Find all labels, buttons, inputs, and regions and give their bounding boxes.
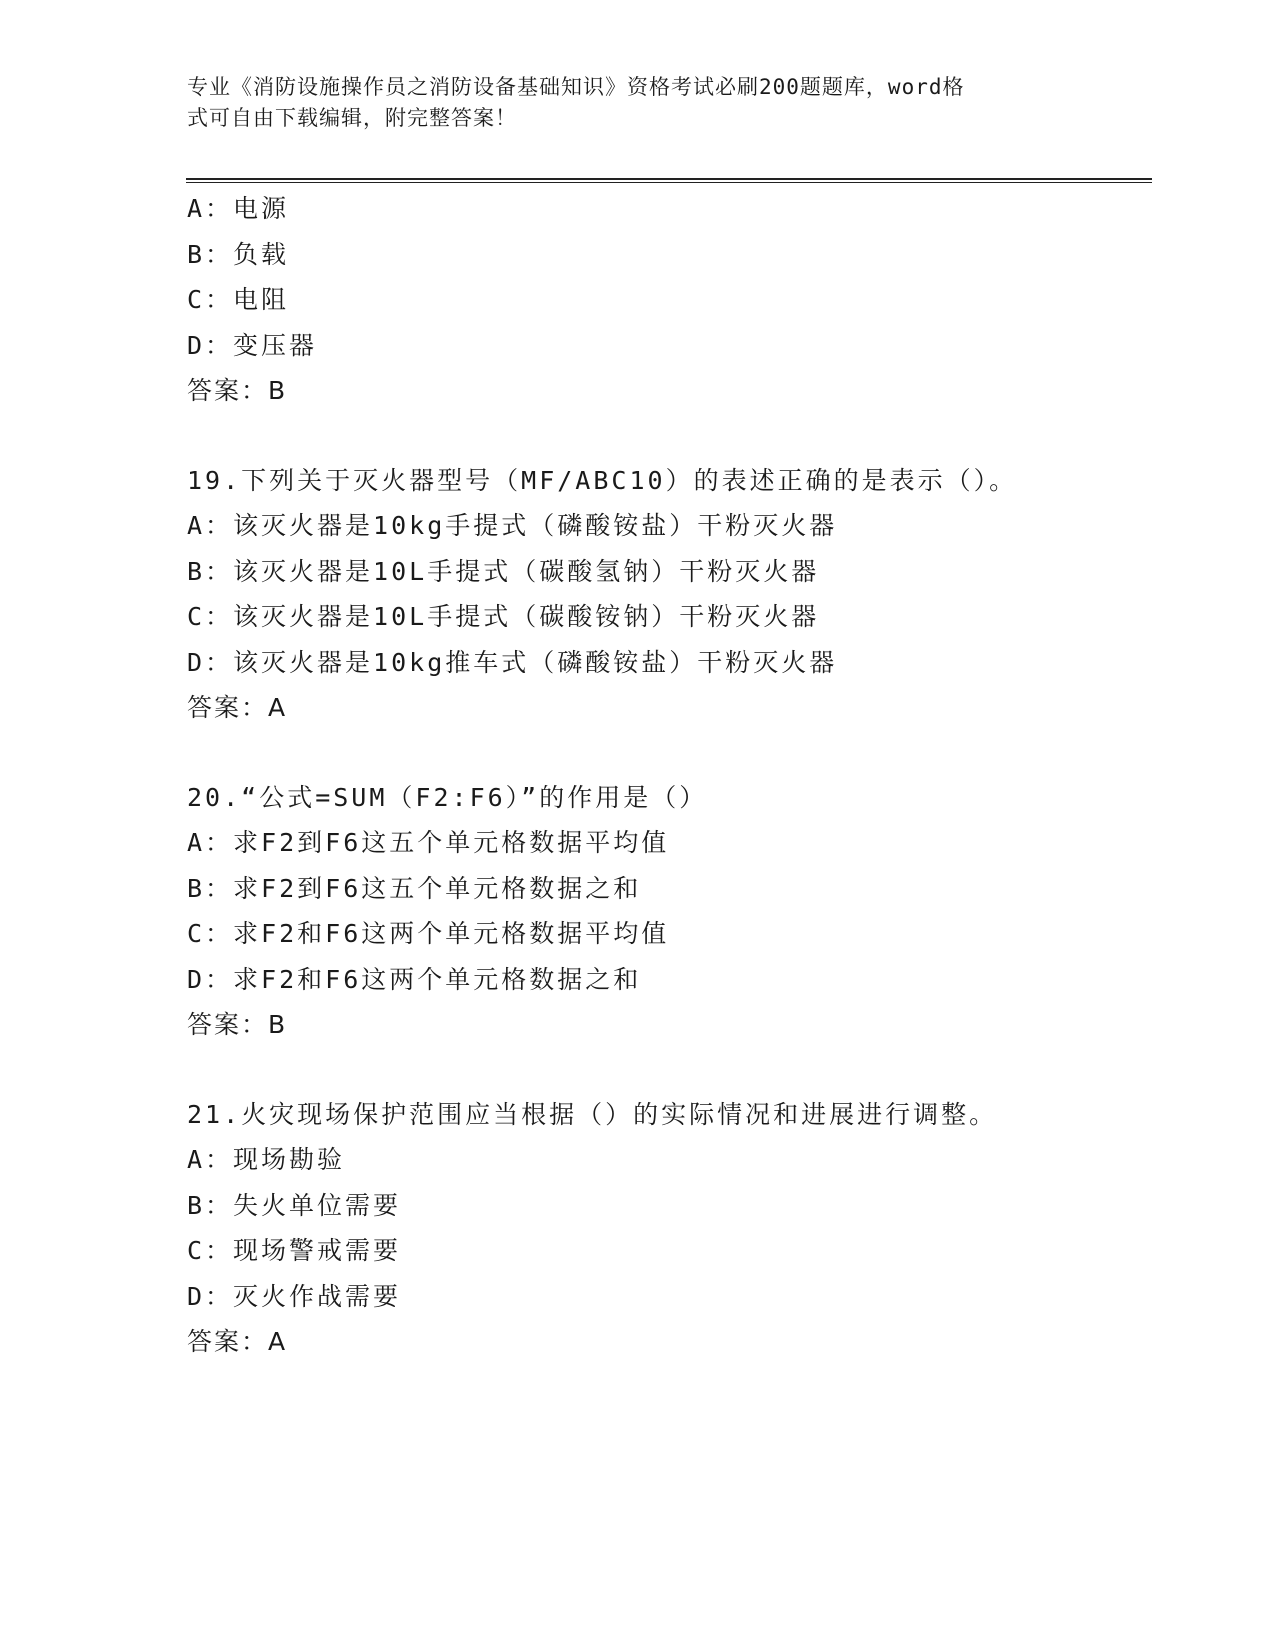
question-block-20 [187, 775, 1147, 1048]
answer-line: 答案：A [187, 1327, 288, 1356]
spacer [187, 731, 1147, 775]
spacer [187, 414, 1147, 458]
option-c: C：该灭火器是10L手提式（碳酸铵钠）干粉灭火器 [187, 602, 820, 631]
option-a: A：求F2到F6这五个单元格数据平均值 [187, 828, 670, 857]
question-stem: 21.火灾现场保护范围应当根据（）的实际情况和进展进行调整。 [187, 1099, 998, 1129]
answer-line: 答案：B [187, 376, 288, 405]
option-d: D：求F2和F6这两个单元格数据之和 [187, 964, 642, 994]
option-b: B：负载 [187, 239, 290, 269]
option-d: D：该灭火器是10kg推车式（磷酸铵盐）干粉灭火器 [187, 647, 838, 677]
option-c: C：求F2和F6这两个单元格数据平均值 [187, 919, 670, 948]
option-d: D：变压器 [187, 330, 318, 360]
header-line-2: 式可自由下载编辑，附完整答案！ [187, 106, 517, 130]
option-a: A：电源 [187, 194, 290, 223]
question-list [187, 186, 1147, 1365]
header-divider [186, 178, 1152, 183]
option-c: C：电阻 [187, 285, 290, 314]
option-c: C：现场警戒需要 [187, 1236, 402, 1265]
answer-line: 答案：A [187, 693, 288, 722]
question-stem: 19.下列关于灭火器型号（MF/ABC10）的表述正确的是表示（）。 [187, 465, 1018, 495]
question-block-21 [187, 1092, 1147, 1365]
option-a: A：该灭火器是10kg手提式（磷酸铵盐）干粉灭火器 [187, 511, 838, 540]
spacer [187, 1048, 1147, 1092]
option-b: B：失火单位需要 [187, 1190, 402, 1220]
question-block-19 [187, 458, 1147, 731]
question-block-18-fragment [187, 186, 1147, 414]
option-d: D：灭火作战需要 [187, 1281, 402, 1311]
answer-line: 答案：B [187, 1010, 288, 1039]
option-b: B：求F2到F6这五个单元格数据之和 [187, 873, 642, 903]
option-a: A：现场勘验 [187, 1145, 346, 1174]
header-line-1: 专业《消防设施操作员之消防设备基础知识》资格考试必刷200题题库，word格 [187, 75, 965, 99]
question-stem: 20.“公式=SUM（F2:F6）”的作用是（） [187, 782, 708, 812]
document-header [187, 72, 1067, 134]
option-b: B：该灭火器是10L手提式（碳酸氢钠）干粉灭火器 [187, 556, 820, 586]
